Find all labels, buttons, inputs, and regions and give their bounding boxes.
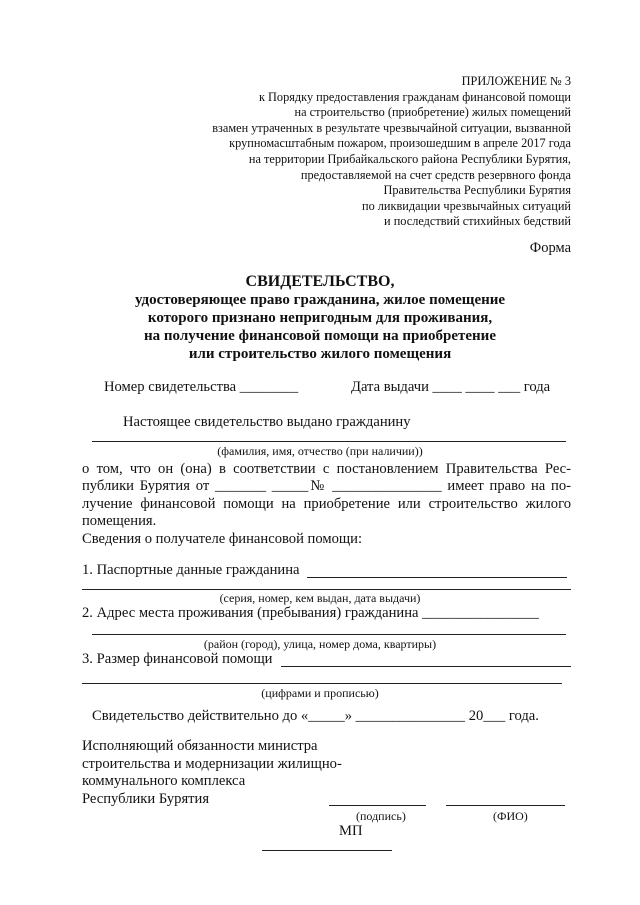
title-line: на получение финансовой помощи на приобретение xyxy=(144,328,496,344)
signatory-position xyxy=(82,738,342,808)
form-label: Форма xyxy=(529,240,571,256)
issued-to-label: Настоящее свидетельство выдано гражданину xyxy=(123,414,411,430)
signatory-line: Исполняющий обязанности министра xyxy=(82,738,318,754)
document-title xyxy=(0,273,640,363)
name-line xyxy=(92,441,566,442)
name-caption: (фамилия, имя, отчество (при наличии)) xyxy=(217,444,423,458)
header-line: ПРИЛОЖЕНИЕ № 3 xyxy=(461,74,571,88)
header-line: и последствий стихийных бедствий xyxy=(384,214,571,229)
paragraph-last-line: помещения. xyxy=(82,512,157,529)
appendix-header xyxy=(212,74,571,230)
passport-caption: (серия, номер, кем выдан, дата выдачи) xyxy=(219,591,421,605)
stamp-label: МП xyxy=(339,823,363,839)
address-caption: (район (город), улица, номер дома, квартиры) xyxy=(203,637,437,651)
paragraph-line: о том, что он (она) в соответствии с постановлением Правительства Рес- xyxy=(82,461,571,477)
header-line: на строительство (приобретение) жилых помещений xyxy=(294,105,571,120)
issue-date-field: Дата выдачи ____ ____ ___ года xyxy=(351,379,551,395)
recipient-info-label: Сведения о получателе финансовой помощи: xyxy=(82,531,362,547)
passport-inline-line xyxy=(307,577,567,578)
signatory-line: Республики Бурятия xyxy=(82,790,210,807)
signatory-line: коммунального комплекса xyxy=(82,773,246,790)
amount-inline-line xyxy=(281,666,571,667)
header-line: к Порядку предоставления гражданам финансовой помощи xyxy=(259,89,571,104)
header-line: крупномасштабным пожаром, произошедшим в апреле 2017 года xyxy=(229,136,571,151)
title-line: удостоверяющее право гражданина, жилое помещение xyxy=(134,292,506,308)
title-main: СВИДЕТЕЛЬСТВО, xyxy=(245,273,395,290)
fio-caption: (ФИО) xyxy=(493,809,528,823)
fio-line xyxy=(446,805,565,806)
bottom-line xyxy=(262,850,392,851)
header-line: взамен утраченных в результате чрезвычайной ситуации, вызванной xyxy=(212,120,571,135)
signature-caption: (подпись) xyxy=(356,809,406,823)
header-line: на территории Прибайкальского района Республики Бурятия, xyxy=(248,151,571,166)
amount-label: 3. Размер финансовой помощи xyxy=(82,651,273,667)
amount-line xyxy=(82,683,562,684)
passport-line xyxy=(82,589,571,590)
address-line xyxy=(92,634,566,635)
entitlement-paragraph xyxy=(82,461,571,530)
passport-label: 1. Паспортные данные гражданина xyxy=(82,562,300,578)
paragraph-line: публики Бурятия от _______ _____№ _______________ имеет право на по- xyxy=(82,478,571,495)
amount-caption: (цифрами и прописью) xyxy=(261,686,379,700)
certificate-number-field: Номер свидетельства ________ xyxy=(104,379,299,395)
header-line: предоставляемой на счет средств резервного фонда xyxy=(300,167,571,182)
header-line: Правительства Республики Бурятия xyxy=(383,183,571,198)
header-line: по ликвидации чрезвычайных ситуаций xyxy=(361,198,571,213)
valid-until-field: Свидетельство действительно до «_____» _______________ 20___ года. xyxy=(92,708,539,724)
address-label: 2. Адрес места проживания (пребывания) гражданина ________________ xyxy=(82,605,539,621)
paragraph-line: лучение финансовой помощи на приобретение или строительство жилого xyxy=(82,495,571,512)
signature-line xyxy=(329,805,426,806)
title-line: которого признано непригодным для проживания, xyxy=(147,310,493,326)
signatory-line: строительства и модернизации жилищно- xyxy=(82,755,342,772)
title-line: или строительство жилого помещения xyxy=(188,346,452,362)
